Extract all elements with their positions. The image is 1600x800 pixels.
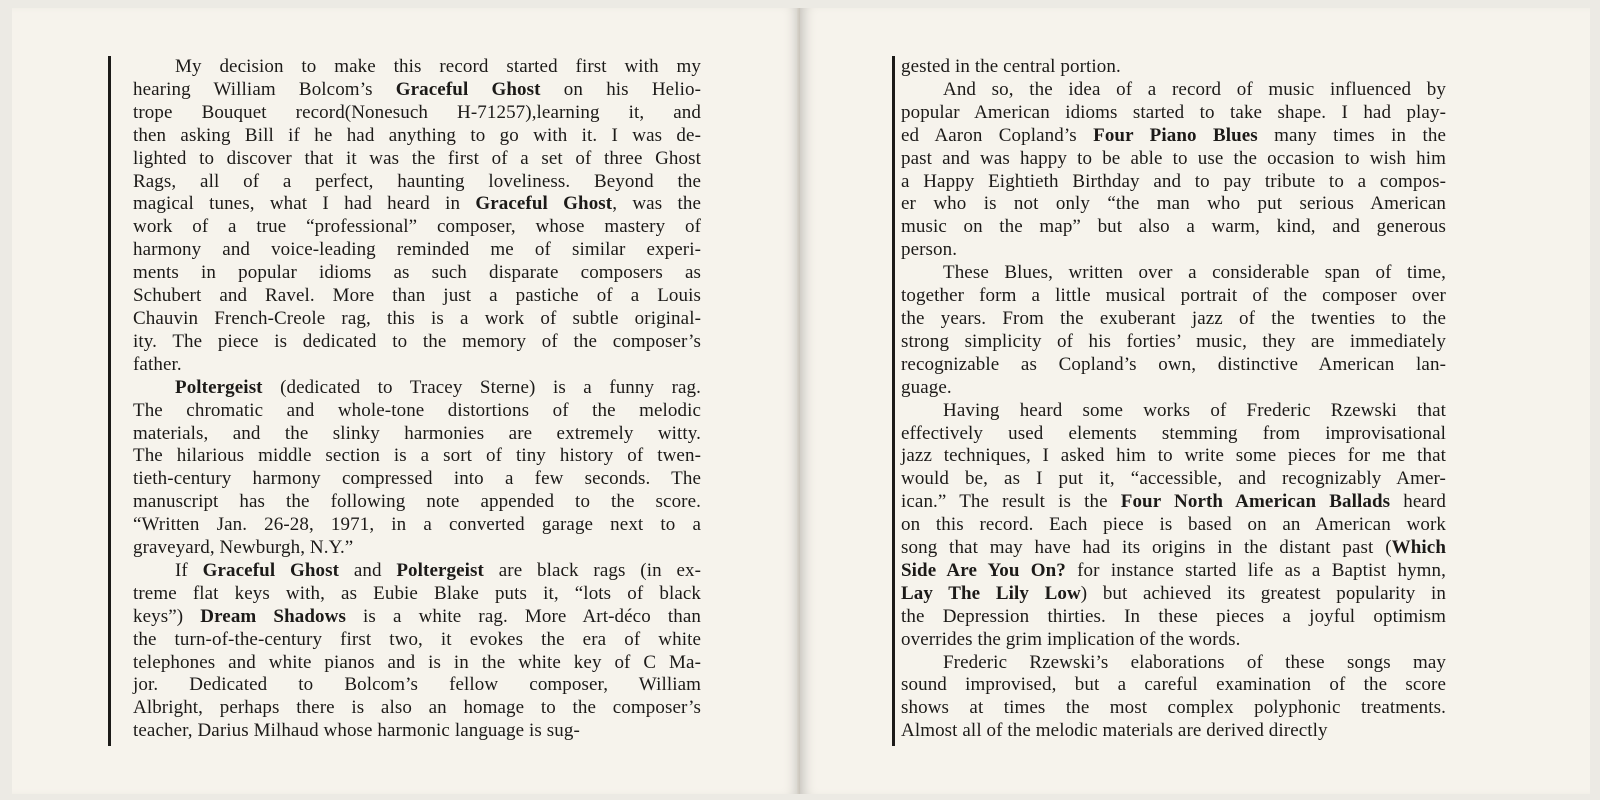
- paragraph: [133, 560, 701, 743]
- text-line: ments in popular idioms as such disparate composers as: [133, 262, 701, 284]
- text-line: materials, and the slinky harmonies are extremely witty.: [133, 422, 701, 444]
- text-line: Chauvin French-Creole rag, this is a work of subtle original-: [133, 307, 701, 329]
- text-line: gested in the central portion.: [901, 56, 1121, 77]
- text-line: Frederic Rzewski’s elaborations of these songs may: [943, 651, 1446, 673]
- paragraph: [901, 79, 1446, 262]
- text-line: lighted to discover that it was the first of a set of three Ghost: [133, 147, 701, 169]
- text-line: Lay The Lily Low) but achieved its greatest popularity in: [901, 582, 1446, 604]
- text-line: teacher, Darius Milhaud whose harmonic language is sug-: [133, 720, 580, 742]
- text-line: “Written Jan. 26-28, 1971, in a converted garage next to a: [133, 514, 701, 536]
- paragraph: [133, 56, 701, 377]
- text-line: Having heard some works of Frederic Rzewski that: [943, 399, 1446, 421]
- text-line: hearing William Bolcom’s Graceful Ghost on his Helio-: [133, 78, 702, 100]
- text-line: shows at times the most complex polyphonic treatments.: [901, 697, 1446, 719]
- right-page: [800, 8, 1590, 794]
- text-line: overrides the grim implication of the words.: [901, 628, 1241, 650]
- text-line: And so, the idea of a record of music influenced by: [943, 78, 1446, 100]
- text-line: The hilarious middle section is a sort of tiny history of twen-: [133, 445, 701, 467]
- text-line: Rags, all of a perfect, haunting loveliness. Beyond the: [133, 170, 701, 192]
- text-line: If Graceful Ghost and Poltergeist are black rags (in ex-: [175, 559, 702, 581]
- text-line: strong simplicity of his forties’ music, they are immediately: [901, 330, 1446, 352]
- text-line: past and was happy to be able to use the occasion to wish him: [901, 147, 1446, 169]
- paragraph: [901, 262, 1446, 399]
- text-line: These Blues, written over a considerable span of time,: [943, 262, 1446, 284]
- paragraph: [133, 377, 701, 560]
- text-line: popular American idioms started to take shape. I had play-: [901, 101, 1446, 123]
- text-line: song that may have had its origins in the distant past (Which: [901, 537, 1446, 559]
- right-margin-rule: [892, 56, 895, 746]
- text-line: person.: [901, 239, 958, 261]
- bold-title: Dream Shadows: [200, 605, 346, 627]
- text-line: guage.: [901, 376, 952, 398]
- left-text-column: [133, 56, 701, 743]
- text-line: jor. Dedicated to Bolcom’s fellow composer, William: [133, 674, 701, 696]
- text-line: ed Aaron Copland’s Four Piano Blues many times in the: [901, 124, 1446, 146]
- bold-title: Poltergeist: [175, 376, 263, 398]
- text-line: graveyard, Newburgh, N.Y.”: [133, 537, 354, 559]
- bold-title: Which: [1391, 537, 1446, 559]
- text-line: ity. The piece is dedicated to the memory of the composer’s: [133, 330, 701, 352]
- text-line: tieth-century harmony compressed into a few seconds. The: [133, 468, 701, 490]
- bold-title: Lay The Lily Low: [901, 582, 1081, 604]
- text-line: sound improvised, but a careful examination of the score: [901, 674, 1446, 696]
- paragraph: [901, 56, 1446, 79]
- text-line: music on the map” but also a warm, kind, and generous: [901, 216, 1446, 238]
- bold-title: Graceful Ghost: [202, 559, 340, 581]
- text-line: manuscript has the following note appended to the score.: [133, 491, 701, 513]
- text-line: father.: [133, 353, 182, 375]
- bold-title: Graceful Ghost: [395, 78, 541, 100]
- text-line: Almost all of the melodic materials are derived directly: [901, 720, 1328, 742]
- text-line: Poltergeist (dedicated to Tracey Sterne) is a funny rag.: [175, 376, 701, 398]
- text-line: the turn-of-the-century first two, it evokes the era of white: [133, 628, 701, 650]
- bold-title: Poltergeist: [396, 559, 484, 581]
- text-line: recognizable as Copland’s own, distinctive American lan-: [901, 353, 1446, 375]
- text-line: harmony and voice-leading reminded me of similar experi-: [133, 239, 701, 261]
- text-line: jazz techniques, I asked him to write some pieces for me that: [901, 445, 1446, 467]
- text-line: on this record. Each piece is based on an American work: [901, 514, 1446, 536]
- text-line: work of a true “professional” composer, whose mastery of: [133, 216, 701, 238]
- text-line: telephones and white pianos and is in the white key of C Ma-: [133, 651, 701, 673]
- paragraph: [901, 400, 1446, 652]
- text-line: The chromatic and whole-tone distortions of the melodic: [133, 399, 701, 421]
- bold-title: Four Piano Blues: [1093, 124, 1258, 146]
- bold-title: Graceful Ghost: [475, 193, 613, 215]
- text-line: would be, as I put it, “accessible, and recognizably Amer-: [901, 468, 1446, 490]
- paragraph: [901, 652, 1446, 744]
- text-line: treme flat keys with, as Eubie Blake puts it, “lots of black: [133, 582, 701, 604]
- text-line: a Happy Eightieth Birthday and to pay tribute to a compos-: [901, 170, 1446, 192]
- text-line: ican.” The result is the Four North American Ballads heard: [901, 491, 1446, 513]
- text-line: trope Bouquet record(Nonesuch H-71257),learning it, and: [133, 101, 701, 123]
- left-page: [12, 8, 800, 794]
- text-line: magical tunes, what I had heard in Graceful Ghost, was the: [133, 193, 701, 215]
- right-text-column: [901, 56, 1446, 743]
- text-line: then asking Bill if he had anything to go with it. I was de-: [133, 124, 701, 146]
- text-line: Side Are You On? for instance started life as a Baptist hymn,: [901, 559, 1446, 581]
- text-line: Albright, perhaps there is also an homage to the composer’s: [133, 697, 701, 719]
- text-line: the Depression thirties. In these pieces a joyful optimism: [901, 605, 1446, 627]
- text-line: effectively used elements stemming from improvisational: [901, 422, 1446, 444]
- text-line: Schubert and Ravel. More than just a pastiche of a Louis: [133, 285, 701, 307]
- text-line: er who is not only “the man who put serious American: [901, 193, 1446, 215]
- left-margin-rule: [108, 56, 111, 746]
- text-line: together form a little musical portrait of the composer over: [901, 285, 1446, 307]
- text-line: My decision to make this record started first with my: [175, 56, 701, 77]
- text-line: the years. From the exuberant jazz of the twenties to the: [901, 307, 1446, 329]
- bold-title: Four North American Ballads: [1120, 491, 1391, 513]
- text-line: keys”) Dream Shadows is a white rag. More Art-déco than: [133, 605, 701, 627]
- bold-title: Side Are You On?: [901, 559, 1066, 581]
